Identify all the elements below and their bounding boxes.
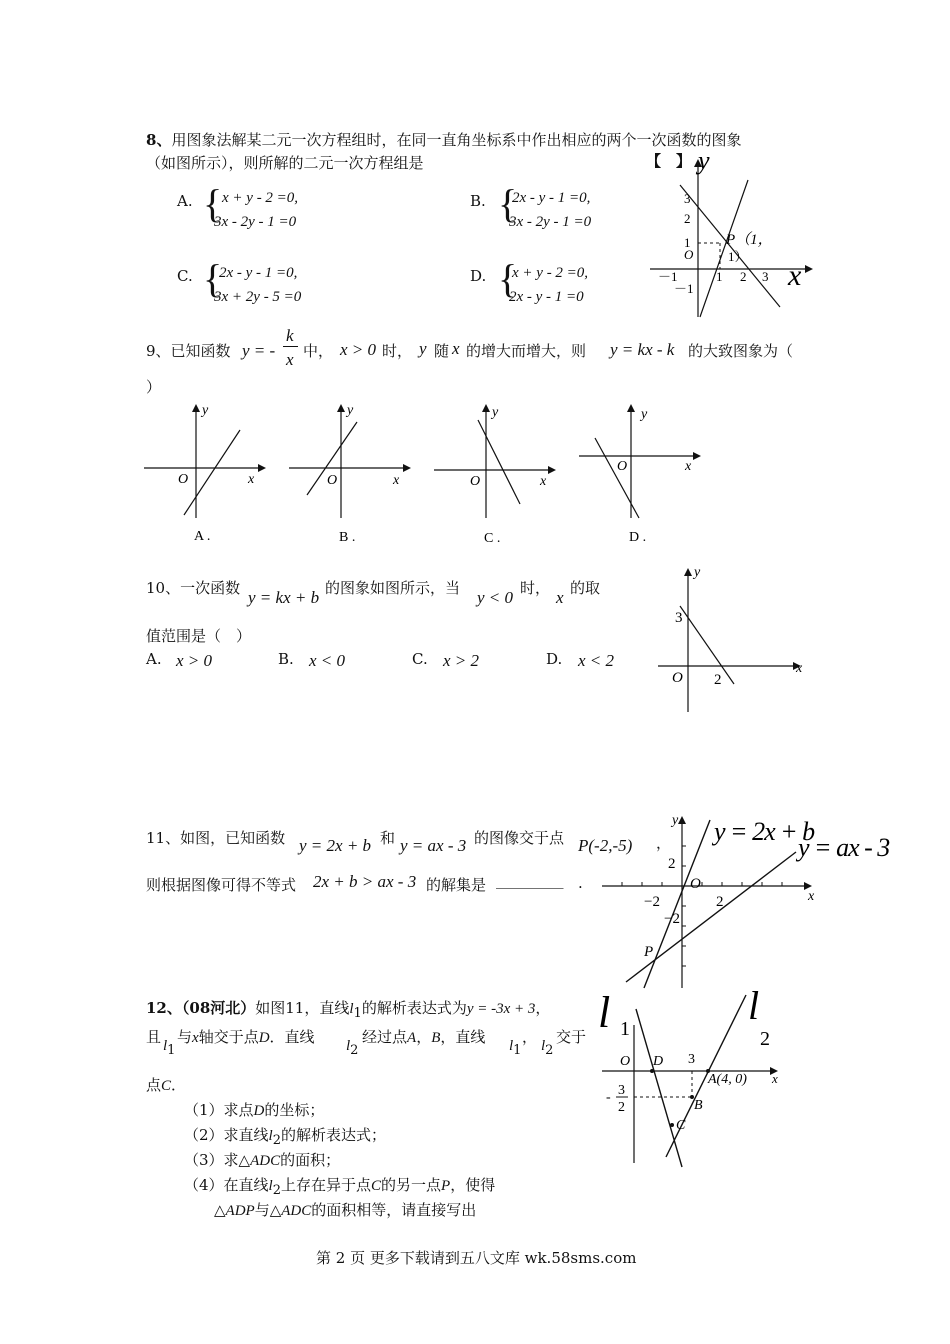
q12-tick-3: 3 <box>688 1052 695 1067</box>
q10-option-b-val: x < 0 <box>309 651 346 670</box>
q11-line-ax-3 <box>626 852 796 982</box>
q12-minus: - <box>606 1090 611 1105</box>
q10-option-d-val: x < 2 <box>578 651 615 670</box>
q8-option-d-eq2: 2x - y - 1 =0 <box>509 289 584 305</box>
q9-eq2: y = kx - k <box>610 340 675 359</box>
q8-tick-y2: 2 <box>684 211 691 226</box>
q10-option-d: D. <box>546 650 563 668</box>
q12-part4: （4）在直线$l_2$上存在异于点C的另一点P，使得 <box>184 1176 496 1198</box>
q12-sep: 、 <box>166 999 182 1017</box>
q12-part4-line2: △ADP与△ADC的面积相等，请直接写出 <box>214 1201 477 1219</box>
q9-frac-bar <box>283 346 298 347</box>
q10-origin: O <box>672 670 683 686</box>
svg-text:x: x <box>248 472 255 487</box>
q8-y-label: y <box>698 146 710 175</box>
q11-stem2b: 的解集是 <box>426 876 487 894</box>
q8-option-a-brace: { <box>203 181 223 226</box>
q10-stem2: 值范围是（ ） <box>146 627 252 645</box>
q12-l2-label: l <box>748 983 760 1028</box>
q8-graph <box>640 145 815 325</box>
q10-graph <box>650 560 810 720</box>
svg-text:O: O <box>470 474 481 489</box>
page-footer: 第 2 页 更多下载请到五八文库 wk.58sms.com <box>316 1249 637 1267</box>
q9-y: y <box>419 339 427 358</box>
q9-stem-c: 时， <box>382 342 413 360</box>
q8-option-b-label: B. <box>470 192 486 210</box>
q12-line2-rest2: 经过点A，B，直线 <box>362 1028 486 1046</box>
q12-intersect: 交于 <box>556 1028 587 1046</box>
q9c-label: C . <box>484 531 501 546</box>
q11-point-p: P <box>644 944 654 960</box>
q11-stem-c: 的图像交于点 <box>474 829 565 847</box>
q8-option-a-eq2: 3x - 2y - 1 =0 <box>214 214 297 230</box>
q11-eq1: y = 2x + b <box>299 836 372 855</box>
q8-tick-x3: 3 <box>762 269 769 284</box>
q8-origin: O <box>684 247 694 262</box>
q8-point-p: P（1， <box>726 232 773 248</box>
q9-graph-c <box>430 400 560 550</box>
q8-number: 8 <box>146 131 157 149</box>
q11-x-label: x <box>808 889 815 904</box>
q8-option-d-label: D. <box>470 267 487 285</box>
q8-option-c-label: C. <box>177 267 193 285</box>
q10-eq: y = kx + b <box>248 588 320 607</box>
q10-option-b: B. <box>278 650 294 668</box>
q9-x: x <box>452 339 460 358</box>
q10-y-label: y <box>694 565 701 580</box>
q12-part2: （2）求直线$l_2$的解析表达式； <box>184 1126 387 1148</box>
q8-option-b-eq1: 2x - y - 1 =0, <box>512 190 591 206</box>
q12-label-a: A(4, 0) <box>708 1072 747 1087</box>
q12-l2-sub: 2 <box>760 1028 770 1050</box>
q12-origin: O <box>620 1054 631 1069</box>
q8-x-arrow <box>805 265 813 273</box>
q12-x-label: x <box>772 1071 778 1086</box>
svg-text:y: y <box>492 405 499 420</box>
q9-graph-d <box>575 400 705 550</box>
q11-tick-ym2: −2 <box>664 911 680 927</box>
q12-line2-rest: 与x轴交于点D．直线 <box>177 1028 315 1046</box>
q10-x-label: x <box>796 661 803 676</box>
q11-y-label: y <box>672 813 679 828</box>
q12-s1b: 的解析表达式为 <box>361 999 467 1017</box>
q10-option-c: C. <box>412 650 428 668</box>
q9-stem <box>146 340 231 361</box>
q12-part1: （1）求点D的坐标； <box>184 1101 325 1119</box>
q9-stem-a: 9、已知函数 <box>146 342 231 360</box>
q12-l2-b: $l_2$ <box>541 1038 554 1058</box>
q11-comma: ， <box>656 834 672 852</box>
q12-l2-a: $l_2$ <box>346 1038 359 1058</box>
q12-label-b: B <box>694 1098 703 1113</box>
q11-point: P(-2,-5) <box>578 836 633 855</box>
q9-stem-b: 中， <box>303 342 334 360</box>
svg-text:O: O <box>327 473 338 488</box>
q11-line2-label: y = ax - 3 <box>798 833 890 862</box>
q8-tick-x1: 1 <box>716 269 723 284</box>
q10-stem-a: 10、一次函数 <box>146 579 241 597</box>
q8-option-c-eq2: 3x + 2y - 5 =0 <box>214 289 302 305</box>
q12-frac-den: 2 <box>618 1100 625 1115</box>
q11-eq2: y = ax - 3 <box>400 836 467 855</box>
q12-l1-sub: 1 <box>620 1018 630 1040</box>
q8-option-d-eq1: x + y - 2 =0, <box>512 265 589 281</box>
q8-tick-xm1: －1 <box>658 269 678 284</box>
q12-graph <box>600 985 800 1170</box>
q10-tick-3: 3 <box>675 610 683 626</box>
q12-part3: （3）求△ADC的面积； <box>184 1151 341 1169</box>
q12-s1a: 如图11，直线 <box>255 999 350 1017</box>
q10-x: x <box>556 588 564 607</box>
svg-text:y: y <box>202 403 209 418</box>
q8-stem-line2: （如图所示），则所解的二元一次方程组是 <box>146 154 424 172</box>
q9c-line <box>478 420 520 504</box>
q10-stem-b: 的图象如图所示，当 <box>325 579 461 597</box>
q8-answer-bracket: 【 】 <box>646 152 692 170</box>
q9-frac-den: x <box>286 350 294 369</box>
q8-option-b-brace: { <box>498 181 518 226</box>
q10-tick-2: 2 <box>714 672 722 688</box>
q9-stem-e: 的增大而增大，则 <box>466 342 587 360</box>
svg-text:x: x <box>540 474 547 489</box>
q11-tick-xm2: −2 <box>644 894 660 910</box>
q11-answer-blank: _________ <box>496 871 564 889</box>
q8-sep: 、 <box>156 131 172 149</box>
q9-close: ） <box>146 378 162 396</box>
q8-tick-y1: 1 <box>684 235 691 250</box>
q10-stem-d: 的取 <box>570 579 601 597</box>
q8-option-c-eq1: 2x - y - 1 =0, <box>219 265 298 281</box>
q8-tick-y3: 3 <box>684 191 691 206</box>
q12-line3: 点C． <box>146 1076 187 1094</box>
q9-graph-a <box>140 400 270 550</box>
q12-label-c: C <box>676 1118 686 1133</box>
q12-point-d <box>650 1069 654 1073</box>
q12-line2: 且 <box>146 1028 162 1046</box>
q11-stem-a: 11、如图，已知函数 <box>146 829 286 847</box>
q11-stem-b: 和 <box>380 829 396 847</box>
q9-graph-b <box>285 400 415 550</box>
q9d-label: D . <box>629 530 647 545</box>
q11-inequality: 2x + b > ax - 3 <box>313 872 417 891</box>
q12-number: 12 <box>146 999 167 1017</box>
q10-option-a-val: x > 0 <box>176 651 213 670</box>
q8-option-d-brace: { <box>498 256 518 301</box>
q9a-line <box>184 430 240 515</box>
q12-frac-num: 3 <box>618 1083 625 1098</box>
q9d-line <box>595 438 639 518</box>
q10-option-c-val: x > 2 <box>443 651 480 670</box>
q11-tick-x2: 2 <box>716 894 724 910</box>
svg-text:y: y <box>641 407 648 422</box>
q12-eq: y = -3x + 3 <box>466 1001 536 1017</box>
q8-option-a-label: A. <box>177 192 193 210</box>
q8-point-p2: 1） <box>728 249 748 264</box>
q9-stem-f: 的大致图象为（ <box>688 342 794 360</box>
q8-tick-ym1: －1 <box>674 281 694 296</box>
q10-cond: y < 0 <box>477 588 514 607</box>
q11-stem2a: 则根据图像可得不等式 <box>146 876 297 894</box>
q9-frac-num: k <box>286 326 294 345</box>
q12-source: （08河北） <box>181 999 256 1017</box>
q12-l1-label: l <box>598 988 611 1037</box>
svg-text:y: y <box>347 403 354 418</box>
q12-l1-b: $l_1$ <box>509 1038 522 1058</box>
q11-period: . <box>578 874 583 892</box>
q12-line-l1 <box>636 1009 682 1167</box>
q11-tick-y2: 2 <box>668 856 676 872</box>
q8-stem1: 用图象法解某二元一次方程组时，在同一直角坐标系中作出相应的两个一次函数的图象 <box>171 131 742 149</box>
q9-stem-d: 随 <box>434 342 450 360</box>
q9-cond: x > 0 <box>340 340 377 359</box>
q8-option-a-eq1: x + y - 2 =0, <box>222 190 299 206</box>
q8-option-b-eq2: 3x - 2y - 1 =0 <box>509 214 592 230</box>
q10-option-a: A. <box>146 650 162 668</box>
q9a-label: A . <box>194 529 211 544</box>
q10-stem-c: 时， <box>520 579 551 597</box>
q9b-label: B . <box>339 530 356 545</box>
q12-l1-a: $l_1$ <box>163 1038 176 1058</box>
svg-text:x: x <box>393 473 400 488</box>
q11-graph <box>598 810 890 995</box>
q9-eq1: y = - <box>242 341 276 360</box>
q11-origin: O <box>690 876 701 892</box>
q12-line1: 12、（08河北）如图11，直线$l_1$的解析表达式为y = -3x + 3， <box>146 999 551 1021</box>
q8-tick-x2: 2 <box>740 269 747 284</box>
q12-label-d: D <box>653 1054 664 1069</box>
q12-comma2: ， <box>522 1028 538 1046</box>
svg-text:O: O <box>617 459 628 474</box>
q11-line1-label: y = 2x + b <box>714 817 815 846</box>
svg-text:x: x <box>685 459 692 474</box>
svg-text:O: O <box>178 472 189 487</box>
q12-point-c <box>670 1123 674 1127</box>
q8-x-label: x <box>788 259 802 292</box>
q8-option-c-brace: { <box>203 256 223 301</box>
